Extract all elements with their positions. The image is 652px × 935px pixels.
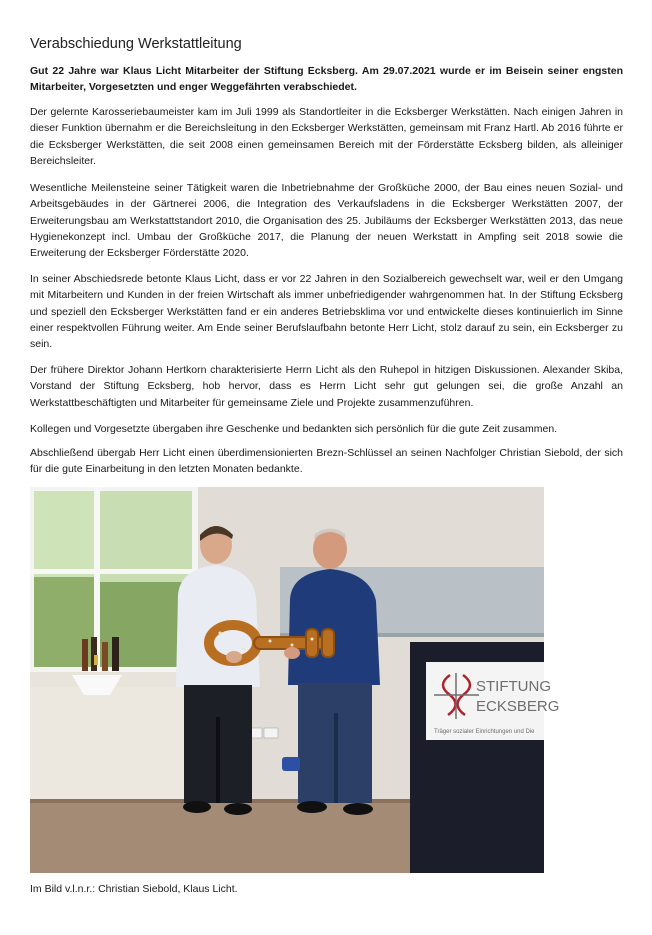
- paragraph-milestones: Wesentliche Meilensteine seiner Tätigkeit waren die Inbetriebnahme der Großküche 2000, der Bau eines neuen Sozial- und Arbeitsgebäudes in der Gärtnerei 2006, die Integration des Verkaufsladens in die Ecksberger Werkstätten 2007, der Erweiterungsbau am Werkstattstandort 2010, die Organisation des 25. Jubiläums der Ecksberger Werkstätten 2013, das neue Hygienekonzept incl. Umbau der Großküche 2017, die Planung der neuen Werkstatt in Ampfing seit 2018 sowie die Erweiterung der Ecksberger Förderstätte 2020.: [30, 182, 623, 260]
- article-lead: Gut 22 Jahre war Klaus Licht Mitarbeiter der Stiftung Ecksberg. Am 29.07.2021 wurde er im Beisein seiner engsten Mitarbeiter, Vorgesetzten und enger Weggefährten verabschiedet.: [30, 65, 623, 94]
- paragraph-handover: Abschließend übergab Herr Licht einen überdimensionierten Brezn-Schlüssel an seinen Nachfolger Christian Siebold, der sich für die gute Einarbeitung in den letzten Monaten bedankte.: [30, 447, 623, 476]
- sign-line2: ECKSBERG: [476, 698, 560, 715]
- farewell-photo: [30, 487, 560, 873]
- paragraph-tributes: Der frühere Direktor Johann Hertkorn charakterisierte Herrn Licht als den Ruhepol in hitzigen Diskussionen. Alexander Skiba, Vorstand der Stiftung Ecksberg, hob hervor, dass es Herrn Licht sehr gut gelungen sei, die große Anzahl an Werkstattbeschäftigten und Mitarbeiter für gemeinsame Ziele und Projekte zusammenzuführen.: [30, 364, 623, 409]
- photo-caption: Im Bild v.l.n.r.: Christian Siebold, Klaus Licht.: [30, 883, 238, 895]
- paragraph-gifts: Kollegen und Vorgesetzte übergaben ihre Geschenke und bedankten sich persönlich für die gute Zeit zusammen.: [30, 423, 558, 435]
- paragraph-speech: In seiner Abschiedsrede betonte Klaus Licht, dass er vor 22 Jahren in den Sozialbereich gewechselt war, weil er den Umgang mit Mitarbeitern und Kunden in der freien Wirtschaft als immer unbefriedigender wahrgenommen hat. In der Stiftung Ecksberg und speziell den Ecksberger Werkstätten fand er ein anderes Betriebsklima vor und entwickelte dieses kontinuierlich im Sinne einer respektvollen Führung weiter. Am Ende seiner Berufslaufbahn betonte Herr Licht, stolz darauf zu sein, ein Ecksberger zu sein.: [30, 273, 623, 351]
- sign-tagline: Träger sozialer Einrichtungen und Die: [434, 729, 535, 735]
- sign-line1: STIFTUNG: [476, 678, 551, 695]
- paragraph-career: Der gelernte Karosseriebaumeister kam im Juli 1999 als Standortleiter in die Ecksberger Werkstätten. Nach einigen Jahren in dieser Funktion übernahm er die Bereichsleitung in den Ecksberger Werkstätten, gemeinsam mit Franz Hartl. Ab 2016 führte er die Ecksberger Werkstätten, die seit 2008 einen gemeinsamen Bereich mit der Förderstätte Ecksberg bilden, als alleiniger Bereichsleiter.: [30, 106, 623, 167]
- article-title: Verabschiedung Werkstattleitung: [30, 36, 242, 52]
